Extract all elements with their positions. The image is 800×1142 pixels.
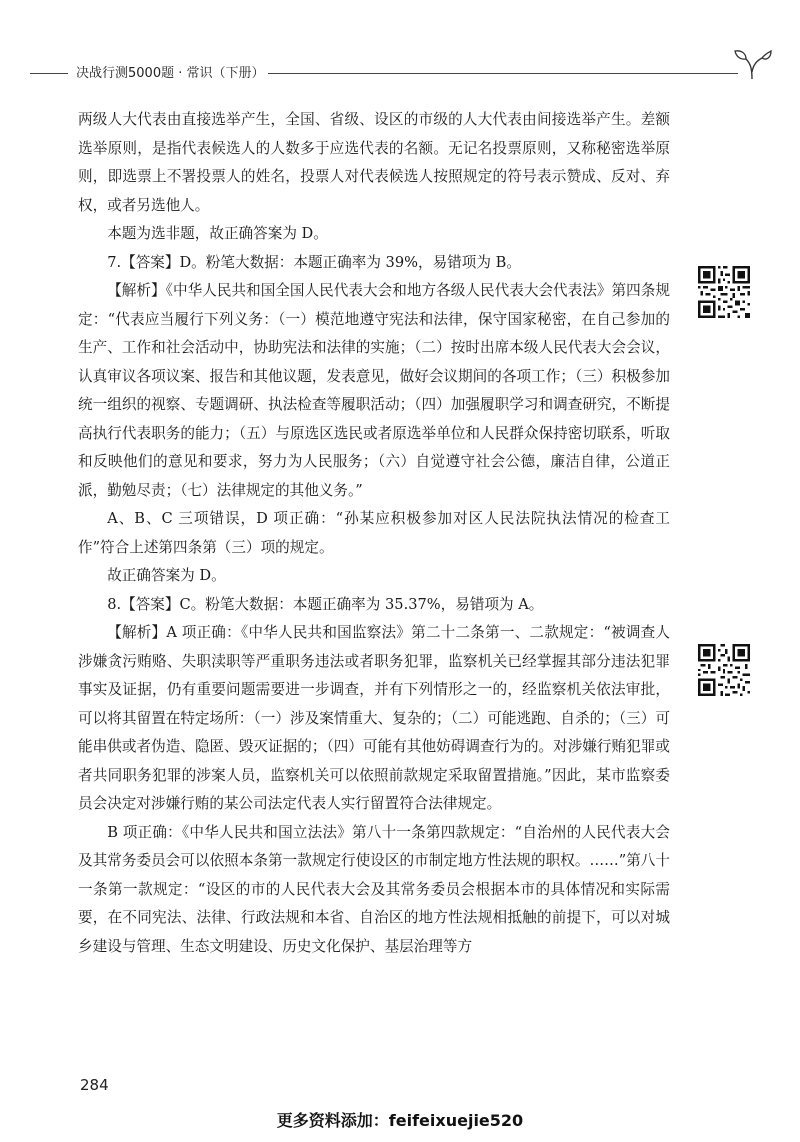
running-header — [30, 58, 770, 86]
leaf-icon — [732, 50, 772, 80]
header-rule-left — [30, 73, 68, 74]
analysis-q8-option-b: B 项正确：《中华人民共和国立法法》第八十一条第四款规定：“自治州的人民代表大会及其常务委员会可以依照本条第一款规定行使设区的市制定地方性法规的职权。……”第八十一条第一款规定：“设区的市的人民代表大会及其常务委员会根据本市的具体情况和实际需要，在不同宪法、法律、行政法规和本省、自治区的地方性法规相抵触的前提下，可以对城乡建设与管理、生态文明建设、历史文化保护、基层治理等方 — [78, 823, 670, 955]
footer-note: 更多资料添加：feifeixuejie520 — [276, 1111, 524, 1130]
header-title: 决战行测5000题 · 常识（下册） — [76, 66, 265, 81]
analysis-q7: 【解析】《中华人民共和国全国人民代表大会和地方各级人民代表大会代表法》第四条规定：“代表应当履行下列义务：（一）模范地遵守宪法和法律，保守国家秘密，在自己参加的生产、工作和社会活动中，协助宪法和法律的实施；（二）按时出席本级人民代表大会会议，认真审议各项议案、报告和其他议题，发表意见，做好会议期间的各项工作；（三）积极参加统一组织的视察、专题调研、执法检查等履职活动；（四）加强履职学习和调查研究，不断提高执行代表职务的能力；（五）与原选区选民或者原选举单位和人民群众保持密切联系，听取和反映他们的意见和要求，努力为人民服务；（六）自觉遵守社会公德，廉洁自律，公道正派，勤勉尽责；（七）法律规定的其他义务。” — [78, 282, 670, 499]
qr-code-icon — [698, 644, 750, 696]
page-number: 284 — [80, 1076, 109, 1094]
analysis-q8-option-a: 【解析】A 项正确：《中华人民共和国监察法》第二十二条第一、二款规定：“被调查人涉嫌贪污贿赂、失职渎职等严重职务违法或者职务犯罪，监察机关已经掌握其部分违法犯罪事实及证据，仍有重要问题需要进一步调查，并有下列情形之一的，经监察机关依法审批，可以将其留置在特定场所：（一）涉及案情重大、复杂的；（二）可能逃跑、自杀的；（三）可能串供或者伪造、隐匿、毁灭证据的；（四）可能有其他妨碍调查行为的。对涉嫌行贿犯罪或者共同职务犯罪的涉案人员，监察机关可以依照前款规定采取留置措施。”因此，某市监察委员会决定对涉嫌行贿的某公司法定代表人实行留置符合法律规定。 — [78, 624, 670, 812]
qr-code-icon — [698, 266, 750, 318]
paragraph-continuation: 两级人大代表由直接选举产生，全国、省级、设区的市级的人大代表由间接选举产生。差额选举原则，是指代表候选人的人数多于应选代表的名额。无记名投票原则，又称秘密选举原则，即选票上不署投票人的姓名，投票人对代表候选人按照规定的符号表示赞成、反对、弃权，或者另选他人。 — [78, 111, 670, 214]
answer-heading-q8: 8.【答案】C。粉笔大数据：本题正确率为 35.37%，易错项为 A。 — [107, 595, 544, 613]
page-body — [78, 106, 670, 961]
analysis-options-q7: A、B、C 三项错误，D 项正确：“孙某应积极参加对区人民法院执法情况的检查工作”符合上述第四条第（三）项的规定。 — [78, 510, 670, 556]
paragraph-conclusion-q7: 故正确答案为 D。 — [107, 567, 226, 584]
paragraph-conclusion-q6: 本题为选非题，故正确答案为 D。 — [107, 225, 328, 242]
answer-heading-q7: 7.【答案】D。粉笔大数据：本题正确率为 39%，易错项为 B。 — [107, 253, 521, 271]
header-rule-right — [268, 73, 738, 74]
